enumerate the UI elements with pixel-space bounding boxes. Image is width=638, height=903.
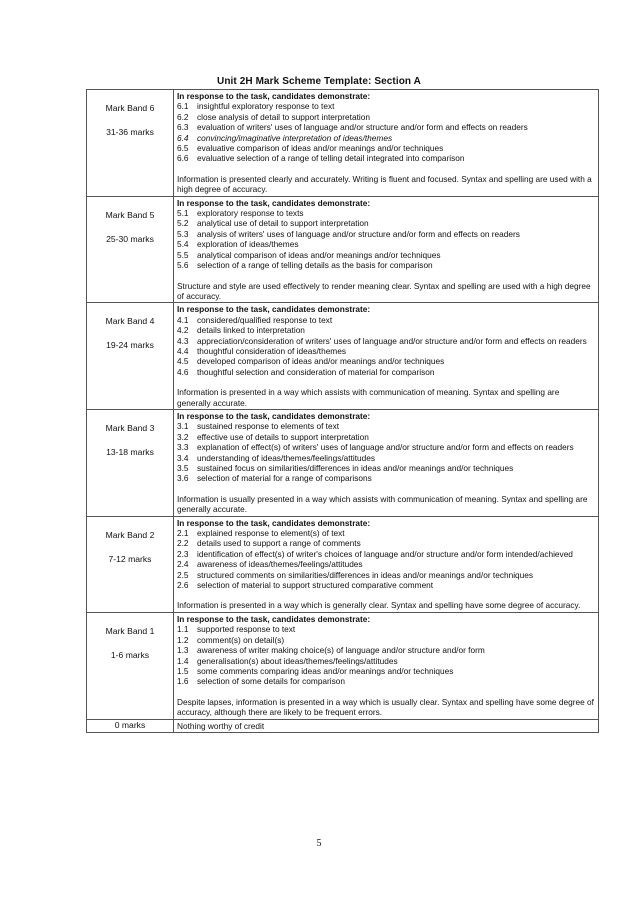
criterion-number: 6.5	[177, 143, 189, 154]
band-description	[174, 196, 599, 303]
mark-band-row	[87, 612, 599, 719]
band-summary: Despite lapses, information is presented in a way which is usually clear. Syntax and spelling have some degree of accuracy, although there are likely to be frequent errors.	[177, 696, 594, 718]
criterion-text: analytical use of detail to support interpretation	[197, 218, 369, 229]
mark-band-range: 13-18 marks	[106, 446, 154, 457]
criterion-number: 2.2	[177, 538, 189, 549]
mark-band-cell	[87, 303, 174, 410]
criterion-number: 4.1	[177, 314, 189, 325]
criterion-text: evaluative comparison of ideas and/or meanings and/or techniques	[197, 143, 444, 154]
band-summary: Information is presented clearly and accurately. Writing is fluent and focused. Syntax and spelling are used with a high degree of accuracy.	[177, 173, 592, 195]
criterion-item	[177, 260, 595, 270]
criterion-number: 4.2	[177, 325, 189, 336]
mark-band-name: Mark Band 4	[105, 316, 155, 327]
criterion-text: supported response to text	[197, 624, 296, 635]
criterion-number: 3.5	[177, 463, 189, 473]
criterion-item	[177, 635, 595, 645]
criterion-number: 6.3	[177, 122, 189, 133]
criterion-text: details used to support a range of comments	[197, 538, 361, 549]
criterion-item	[177, 336, 595, 346]
band-heading: In response to the task, candidates demonstrate:	[177, 410, 371, 421]
criterion-text: selection of material for a range of comparisons	[197, 473, 372, 484]
criterion-text: details linked to interpretation	[197, 325, 305, 336]
band-description	[174, 409, 599, 516]
criterion-number: 1.1	[177, 624, 189, 635]
criterion-number: 3.6	[177, 473, 189, 484]
criterion-number: 6.1	[177, 101, 189, 112]
criterion-number: 6.2	[177, 111, 189, 122]
mark-band-cell	[87, 612, 174, 719]
criterion-text: awareness of writer making choice(s) of language and/or structure and/or form	[197, 645, 485, 656]
mark-band-cell	[87, 90, 174, 197]
criterion-number: 5.5	[177, 249, 189, 260]
criterion-text: selection of material to support structured comparative comment	[197, 580, 434, 591]
criterion-number: 5.1	[177, 208, 189, 219]
criterion-text: exploratory response to texts	[197, 208, 304, 219]
criterion-number: 2.6	[177, 580, 189, 591]
criterion-text: generalisation(s) about ideas/themes/feelings/attitudes	[197, 655, 398, 666]
criterion-text: thoughtful consideration of ideas/themes	[197, 345, 346, 356]
criterion-text: sustained focus on similarities/differences in ideas and/or meanings and/or techniques	[197, 463, 514, 473]
criterion-number: 1.3	[177, 645, 189, 656]
criterion-text: developed comparison of ideas and/or meanings and/or techniques	[197, 356, 445, 367]
band-summary: Information is presented in a way which assists with communication of meaning. Syntax and spelling are generally accurate.	[177, 387, 560, 408]
criterion-text: analytical comparison of ideas and/or meanings and/or techniques	[197, 249, 441, 260]
band-heading: In response to the task, candidates demonstrate:	[177, 91, 371, 101]
criterion-item	[177, 229, 595, 239]
mark-band-name: Mark Band 5	[105, 209, 155, 220]
mark-scheme-body	[87, 90, 599, 733]
criterion-text: identification of effect(s) of writer's choices of language and/or structure and/or form intended/achieved	[197, 548, 573, 559]
zero-marks-row	[87, 719, 599, 732]
criterion-item	[177, 580, 595, 590]
criterion-text: understanding of ideas/themes/feelings/attitudes	[197, 452, 376, 463]
mark-band-range: 19-24 marks	[106, 340, 154, 351]
criterion-item	[177, 538, 595, 548]
criterion-number: 4.3	[177, 335, 189, 346]
mark-band-range: 1-6 marks	[110, 649, 150, 660]
criterion-item	[177, 239, 595, 249]
criterion-item	[177, 645, 595, 655]
criterion-number: 5.6	[177, 260, 189, 271]
criterion-item	[177, 367, 595, 377]
zero-marks-text: Nothing worthy of credit	[174, 719, 599, 732]
band-description	[174, 90, 599, 197]
criterion-item	[177, 549, 595, 559]
criterion-text: evaluative selection of a range of telling detail integrated into comparison	[197, 153, 465, 164]
criterion-number: 3.2	[177, 431, 189, 442]
criterion-text: awareness of ideas/themes/feelings/attitudes	[197, 559, 363, 570]
criterion-item	[177, 432, 595, 442]
criterion-number: 1.6	[177, 676, 189, 687]
criterion-text: explanation of effect(s) of writers' uses of language and/or structure and/or form and effects on readers	[197, 442, 574, 453]
mark-band-name: Mark Band 1	[105, 625, 155, 636]
criterion-text: structured comments on similarities/differences in ideas and/or meanings and/or techniques	[197, 569, 534, 580]
mark-band-row	[87, 409, 599, 516]
criterion-number: 5.4	[177, 239, 189, 250]
mark-band-row	[87, 516, 599, 612]
criterion-item	[177, 463, 595, 473]
criterion-item	[177, 208, 595, 218]
band-description	[174, 612, 599, 719]
mark-band-cell	[87, 409, 174, 516]
mark-band-name: Mark Band 2	[105, 529, 155, 540]
criterion-item	[177, 218, 595, 228]
criterion-item	[177, 453, 595, 463]
band-heading: In response to the task, candidates demonstrate:	[177, 517, 371, 528]
band-heading: In response to the task, candidates demonstrate:	[177, 197, 371, 208]
criterion-number: 4.5	[177, 356, 189, 367]
criterion-text: considered/qualified response to text	[197, 314, 333, 325]
mark-band-row	[87, 196, 599, 303]
criterion-item	[177, 656, 595, 666]
criterion-item	[177, 676, 595, 686]
mark-band-name: Mark Band 6	[105, 103, 155, 113]
criterion-item	[177, 325, 595, 335]
criterion-item	[177, 315, 595, 325]
criterion-number: 6.6	[177, 153, 189, 164]
criterion-item	[177, 442, 595, 452]
criterion-item	[177, 133, 595, 143]
criterion-number: 4.4	[177, 345, 189, 356]
criterion-item	[177, 666, 595, 676]
criterion-text: sustained response to elements of text	[197, 421, 340, 432]
mark-band-row	[87, 303, 599, 410]
band-heading: In response to the task, candidates demonstrate:	[177, 304, 371, 315]
page-number: 5	[316, 838, 322, 849]
band-summary: Information is presented in a way which is generally clear. Syntax and spelling have some degree of accuracy.	[177, 600, 581, 611]
band-description	[174, 303, 599, 410]
criterion-text: thoughtful selection and consideration of material for comparison	[197, 366, 435, 377]
band-summary: Information is usually presented in a way which assists with communication of meaning. Syntax and spelling are generally accurate.	[177, 493, 588, 515]
band-summary: Structure and style are used effectively to render meaning clear. Syntax and spelling are used with a high degree of accuracy.	[177, 280, 591, 301]
criterion-number: 5.3	[177, 228, 189, 239]
band-description	[174, 516, 599, 612]
criterion-text: insightful exploratory response to text	[197, 101, 335, 112]
criterion-text: evaluation of writers' uses of language and/or structure and/or form and effects on readers	[197, 122, 528, 133]
criterion-item	[177, 421, 595, 431]
zero-marks-label: 0 marks	[87, 719, 174, 732]
mark-band-name: Mark Band 3	[105, 422, 155, 433]
criterion-text: convincing/imaginative interpretation of ideas/themes	[197, 132, 393, 143]
criterion-number: 2.4	[177, 559, 189, 570]
criterion-number: 1.2	[177, 634, 189, 645]
criterion-text: some comments comparing ideas and/or meanings and/or techniques	[197, 665, 454, 676]
criterion-number: 3.3	[177, 442, 189, 453]
criterion-text: selection of a range of telling details as the basis for comparison	[197, 260, 433, 271]
criterion-item	[177, 122, 595, 132]
criterion-text: exploration of ideas/themes	[197, 239, 299, 250]
criterion-item	[177, 112, 595, 122]
criterion-number: 2.3	[177, 548, 189, 559]
criterion-item	[177, 356, 595, 366]
mark-band-row	[87, 90, 599, 197]
criterion-item	[177, 250, 595, 260]
criterion-number: 3.1	[177, 421, 189, 432]
criterion-item	[177, 473, 595, 483]
criterion-number: 5.2	[177, 218, 189, 229]
criterion-text: effective use of details to support interpretation	[197, 431, 369, 442]
criterion-text: appreciation/consideration of writers' uses of language and/or structure and/or form and effects on readers	[197, 335, 587, 346]
criterion-number: 1.5	[177, 665, 189, 676]
criterion-text: explained response to element(s) of text	[197, 528, 345, 539]
criterion-item	[177, 570, 595, 580]
criterion-text: selection of some details for comparison	[197, 676, 346, 687]
mark-band-range: 31-36 marks	[106, 127, 154, 137]
mark-band-cell	[87, 516, 174, 612]
mark-band-range: 25-30 marks	[106, 233, 154, 244]
criterion-text: close analysis of detail to support interpretation	[197, 111, 370, 122]
criterion-number: 2.1	[177, 528, 189, 539]
criterion-item	[177, 101, 595, 111]
criterion-number: 4.6	[177, 366, 189, 377]
band-heading: In response to the task, candidates demonstrate:	[177, 613, 371, 624]
mark-scheme-table	[86, 89, 599, 733]
mark-band-range: 7-12 marks	[108, 553, 152, 564]
criterion-item	[177, 528, 595, 538]
criterion-item	[177, 559, 595, 569]
criterion-number: 6.4	[177, 132, 189, 143]
mark-band-cell	[87, 196, 174, 303]
criterion-item	[177, 624, 595, 634]
criterion-item	[177, 346, 595, 356]
criterion-item	[177, 143, 595, 153]
criterion-number: 3.4	[177, 452, 189, 463]
criterion-text: comment(s) on detail(s)	[197, 634, 285, 645]
criterion-text: analysis of writers' uses of language and/or structure and/or form and effects on readers	[197, 228, 520, 239]
criterion-number: 1.4	[177, 655, 189, 666]
criterion-item	[177, 153, 595, 163]
criterion-number: 2.5	[177, 569, 189, 580]
page-title: Unit 2H Mark Scheme Template: Section A	[217, 76, 421, 87]
